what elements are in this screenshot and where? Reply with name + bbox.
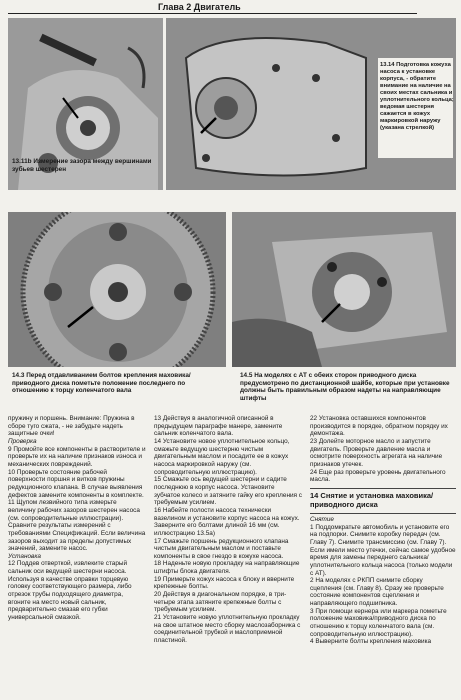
caption-13-11b: 13.11b Измерение зазора между вершинами зубьев шестерен — [12, 158, 152, 173]
subhead-install: Установка — [8, 552, 41, 560]
paragraph: 23 Долейте моторное масло и запустите двигатель. Проверьте давление масла и осмотрите поверхность агрегата на наличие признаков утечек. — [310, 437, 443, 468]
paragraph: 18 Наденьте новую прокладку на направляющие штифты блока двигателя. — [154, 560, 300, 576]
paragraph: 24 Еще раз проверьте уровень двигательного масла. — [310, 468, 446, 484]
paragraph: 14 Установите новое уплотнительное кольцо, смажьте ведущую шестерню чистым двигательным маслом и посадите ее в кожух насоса маркировкой наружу (см. сопроводительную иллюстрацию). — [154, 437, 290, 476]
paragraph: 2 На моделях с РКПП снимите сборку сцепления (см. Главу 8). Сразу же проверьте состояние компонентов сцепления и направляющего подшипника. — [310, 577, 444, 608]
text-column-1 — [8, 415, 146, 622]
subhead-removal: Снятие — [310, 515, 334, 523]
text-column-2 — [154, 415, 302, 645]
chapter-title: Глава 2 Двигатель — [158, 2, 241, 12]
paragraph: 16 Набейте полости насоса технически вазелином и установите корпус насоса на кожух. Заверните его болтами длиной 16 мм (см. иллюстрацию 13.5а) — [154, 506, 300, 537]
subhead-check: Проверка — [8, 437, 37, 445]
paragraph: 1 Поддомкратьте автомобиль и установите его на подпорки. Снимите коробку передач (см. Главу 7). Снимите трансмиссию (см. Главу 7). Если имели место утечки, сейчас самое удобное время для замены переднего сальника/уплотнительного кольца насоса (только модели с AT). — [310, 523, 456, 577]
paragraph: пружину и поршень. Внимание: Пружина в сборе туго сжата, - не забудьте надеть защитные очки! — [8, 415, 135, 438]
section-rule — [310, 488, 456, 489]
paragraph: 21 Установите новую уплотнительную прокладку на свое штатное место сборку маслозаборника с соединительной трубкой и маслоприемной пластиной. — [154, 614, 301, 645]
paragraph: 20 Действуя в диагональном порядке, в три-четыре этапа затяните крепежные болты с требуемым усилием. — [154, 591, 287, 614]
section-title: 14 Снятие и установка маховика/приводного диска — [310, 490, 434, 509]
photo-flywheel — [8, 212, 226, 367]
paragraph: 4 Выверните болты крепления маховика — [310, 638, 432, 646]
page-header — [0, 0, 461, 14]
paragraph: 10 Проверьте состояние рабочей поверхности поршня и витков пружины редукционного клапана. В случае выявления дефектов замените компоненты в комплекте. — [8, 468, 144, 499]
section-rule — [310, 513, 456, 514]
text-column-3 — [310, 415, 456, 646]
paragraph: 22 Установка оставшихся компонентов производится в порядке, обратном порядку их демонтажа. — [310, 415, 448, 438]
paragraph: 11 Щупом лезвийного типа измерьте величину рабочих зазоров шестерен насоса (см. сопроводительные иллюстрации). Сравните результаты измерений с требованиями Спецификаций. Если величина зазоров выходит за пределы допустимых значений, замените насос. — [8, 499, 146, 553]
paragraph: 3 При помощи кернера или маркера пометьте положение маховика/приводного диска по отношению к торцу коленчатого вала (см. сопроводительную иллюстрацию). — [310, 607, 447, 638]
paragraph: 15 Смажьте ось ведущей шестерни и садите последнюю в корпус насоса. Установите зубчатое колесо и затяните гайку его крепления с требуемым усилием. — [154, 476, 302, 507]
paragraph: 12 Поддев отверткой, извлеките старый сальник оси ведущей шестерни насоса. Используя в качестве оправки торцевую головку соответствующего размера, либо отрезок трубы подходящего диаметра, вгоните на место новый сальник, предварительно смазав его губки универсальной смазкой. — [8, 560, 132, 622]
paragraph: 9 Промойте все компоненты в растворителе и проверьте их на наличие признаков износа и механических повреждений. — [8, 445, 146, 468]
photo-drive-plate — [232, 212, 456, 367]
paragraph: 17 Смажьте поршень редукционного клапана чистым двигательным маслом и поставьте компоненты в свое гнездо в кожухе насоса. — [154, 537, 289, 560]
caption-14-5: 14.5 На моделях с АТ с обеих сторон приводного диска предусмотрено по дистанционной шайбе, которые при установке должны быть правильным образом надеты на направляющие штифты — [240, 372, 450, 402]
caption-13-14: 13.14 Подготовка кожуха насоса к установке корпуса, - обратите внимание на наличие на своих местах сальника и уплотнительного кольца; ведомая шестерня сажается в кожух маркировкой наружу (указана стрелкой) — [380, 62, 454, 131]
paragraph: 19 Примерьте кожух насоса к блоку и вверните крепежные болты. — [154, 575, 295, 591]
paragraph: 13 Действуя в аналогичной описанной в предыдущем параграфе манере, замените сальник коленчатого вала. — [154, 415, 283, 438]
caption-14-3: 14.3 Перед отдавливанием болтов крепления маховика/приводного диска пометьте положение последнего по отношению к торцу коленчатого вала — [12, 372, 191, 395]
header-rule — [8, 13, 417, 14]
